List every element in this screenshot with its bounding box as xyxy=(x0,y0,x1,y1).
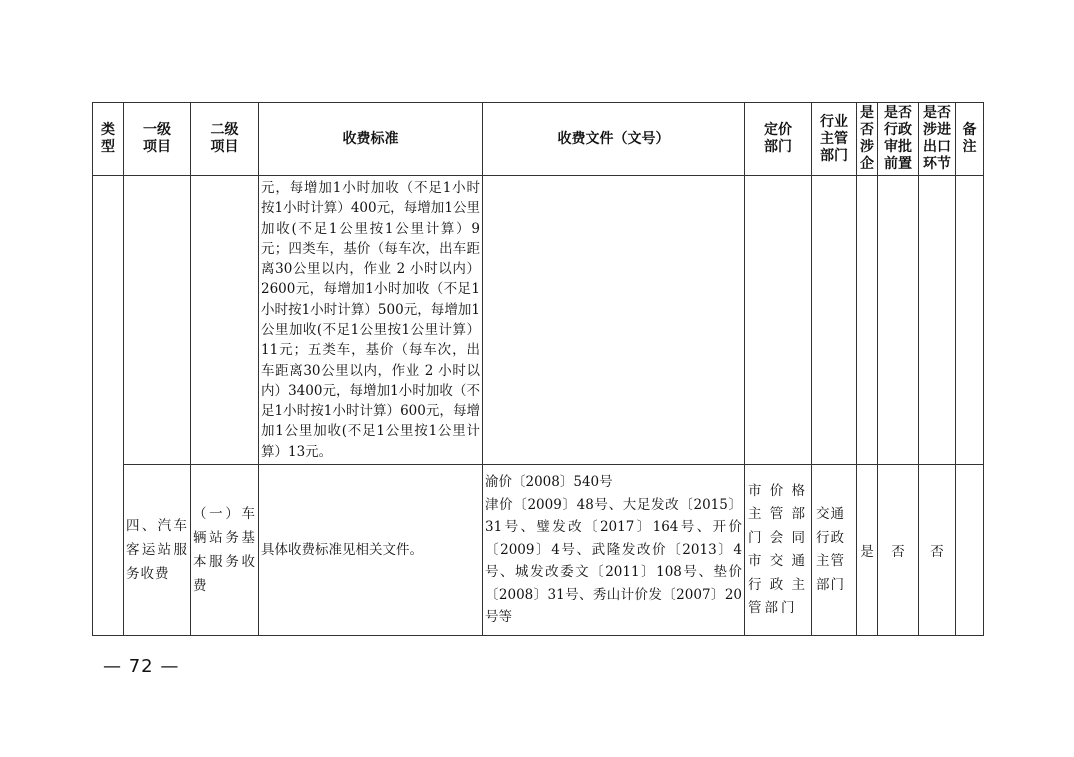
cell-import-export xyxy=(919,176,956,465)
cell-industry-dept: 交通行政主管部门 xyxy=(812,465,857,636)
cell-document: 渝价〔2008〕540号 津价〔2009〕48号、大足发改〔2015〕31号、璧发改〔2017〕164号、开价〔2009〕4号、武隆发改价〔2013〕4号、城发改委文〔2011〕108号、垫价〔2008〕31号、秀山计价发〔2007〕20号等 xyxy=(483,465,745,636)
header-enterprise: 是否涉企 xyxy=(857,103,878,176)
cell-level2: （一）车辆站务基本服务收费 xyxy=(191,465,259,636)
table-row xyxy=(93,465,984,636)
page-number: — 72 — xyxy=(103,656,180,677)
cell-approval xyxy=(878,176,919,465)
cell-standard: 具体收费标准见相关文件。 xyxy=(259,465,483,636)
header-row xyxy=(93,103,984,176)
cell-level2 xyxy=(191,176,259,465)
table-row xyxy=(93,176,984,465)
header-remarks: 备注 xyxy=(956,103,984,176)
cell-document xyxy=(483,176,745,465)
header-document: 收费文件（文号） xyxy=(483,103,745,176)
header-standard: 收费标准 xyxy=(259,103,483,176)
cell-level1: 四、汽车客运站服务收费 xyxy=(124,465,191,636)
header-level1: 一级项目 xyxy=(124,103,191,176)
cell-standard: 元，每增加1小时加收（不足1小时按1小时计算）400元，每增加1公里加收(不足1公里按1公里计算）9元；四类车，基价（每车次，出车距离30公里以内，作业 2 小时以内）2600元，每增加1小时加收（不足1小时按1小时计算）500元，每增加1公里加收(不足1公里按1公里计算）11元；五类车，基价（每车次，出车距离30公里以内，作业 2 小时以内）3400元，每增加1小时加收（不足1小时按1小时计算）600元，每增加1公里加收(不足1公里按1公里计算）13元。 xyxy=(259,176,483,465)
header-industry-dept: 行业主管部门 xyxy=(812,103,857,176)
header-type: 类型 xyxy=(93,103,124,176)
cell-enterprise: 是 xyxy=(857,465,878,636)
cell-pricing-dept: 市价格主管部门会同市交通行政主管部门 xyxy=(745,465,812,636)
header-approval: 是否行政审批前置 xyxy=(878,103,919,176)
cell-pricing-dept xyxy=(745,176,812,465)
cell-type xyxy=(93,176,124,636)
cell-level1 xyxy=(124,176,191,465)
cell-enterprise xyxy=(857,176,878,465)
cell-remarks xyxy=(956,465,984,636)
cell-remarks xyxy=(956,176,984,465)
header-pricing-dept: 定价部门 xyxy=(745,103,812,176)
header-import-export: 是否涉进出口环节 xyxy=(919,103,956,176)
cell-industry-dept xyxy=(812,176,857,465)
header-level2: 二级项目 xyxy=(191,103,259,176)
cell-approval: 否 xyxy=(878,465,919,636)
cell-import-export: 否 xyxy=(919,465,956,636)
fee-table xyxy=(92,102,984,636)
